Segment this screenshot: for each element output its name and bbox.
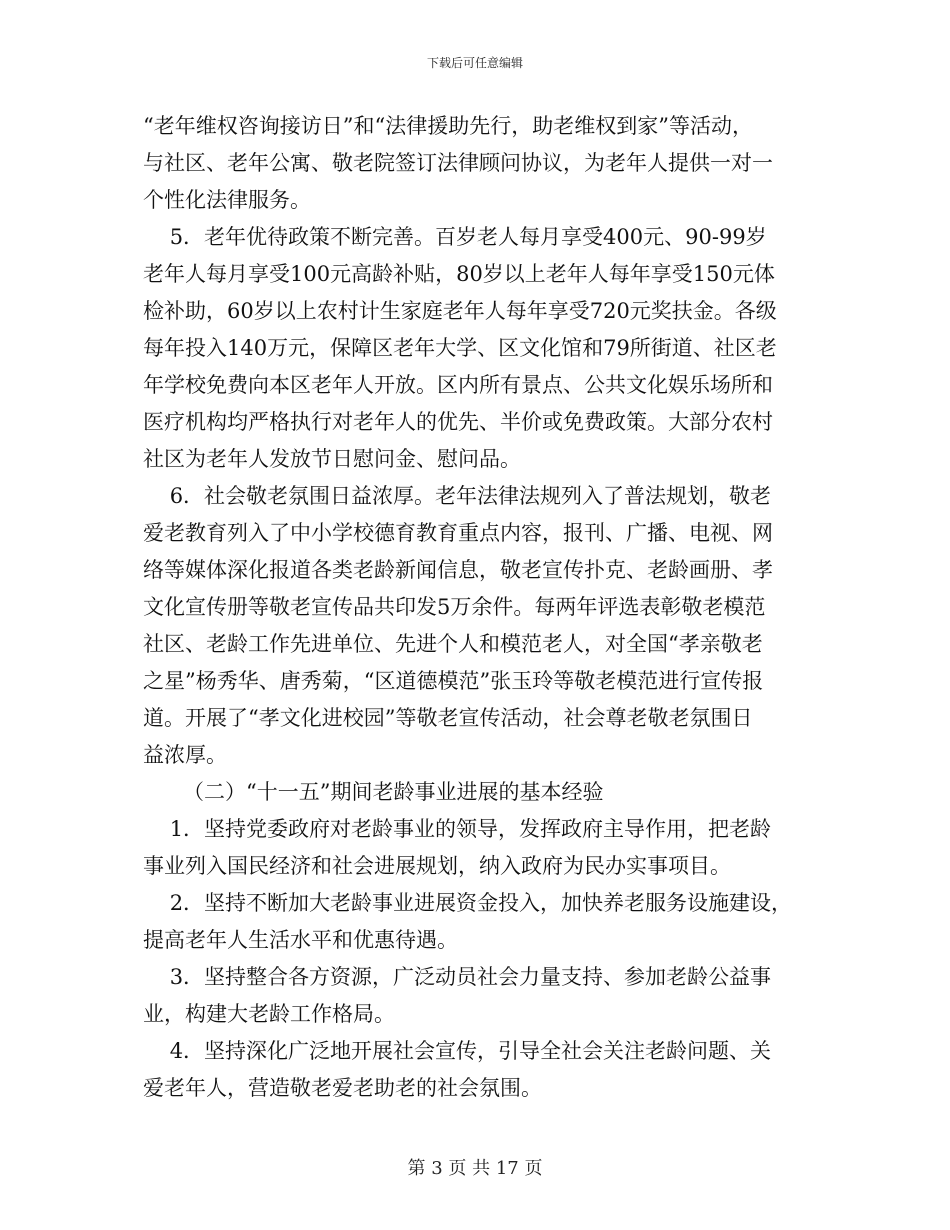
section-heading: （二）“十一五”期间老龄事业进展的基本经验 (143, 780, 604, 804)
text-line: 5．老年优待政策不断完善。百岁老人每月享受400元、90-99岁 (143, 225, 767, 249)
text-line: 老年人每月享受100元高龄补贴，80岁以上老年人每年享受150元体 (143, 262, 775, 286)
text-line: 之星”杨秀华、唐秀菊，“区道德模范”张玉玲等敬老模范进行宣传报 (143, 669, 764, 693)
text-line: 个性化法律服务。 (143, 188, 311, 212)
page-header-note: 下载后可任意编辑 (426, 56, 523, 70)
text-line: 业，构建大老龄工作格局。 (143, 1002, 395, 1026)
text-line: 1．坚持党委政府对老龄事业的领导，发挥政府主导作用，把老龄 (143, 817, 772, 841)
text-line: 检补助，60岁以上农村计生家庭老年人每年享受720元奖扶金。各级 (143, 299, 777, 323)
text-line: 每年投入140万元，保障区老年大学、区文化馆和79所街道、社区老 (143, 336, 777, 360)
text-line: 益浓厚。 (143, 743, 227, 767)
text-line: 爱老教育列入了中小学校德育教育重点内容，报刊、广播、电视、网 (143, 521, 773, 545)
text-line: 年学校免费向本区老年人开放。区内所有景点、公共文化娱乐场所和 (143, 373, 773, 397)
text-line: 道。开展了“孝文化进校园”等敬老宣传活动，社会尊老敬老氛围日 (143, 706, 753, 730)
text-line: 络等媒体深化报道各类老龄新闻信息，敬老宣传扑克、老龄画册、孝 (143, 558, 773, 582)
text-line: 4．坚持深化广泛地开展社会宣传，引导全社会关注老龄问题、关 (143, 1039, 772, 1063)
text-line: 医疗机构均严格执行对老年人的优先、半价或免费政策。大部分农村 (143, 410, 773, 434)
text-line: “老年维权咨询接访日”和“法律援助先行，助老维权到家”等活动， (143, 114, 753, 138)
text-line: 社区为老年人发放节日慰问金、慰问品。 (143, 447, 521, 471)
text-line: 文化宣传册等敬老宣传品共印发5万余件。每两年评选表彰敬老模范 (143, 595, 766, 619)
text-line: 提高老年人生活水平和优惠待遇。 (143, 928, 458, 952)
text-line: 6．社会敬老氛围日益浓厚。老年法律法规列入了普法规划，敬老 (143, 484, 772, 508)
text-line: 与社区、老年公寓、敬老院签订法律顾问协议，为老年人提供一对一 (143, 151, 773, 175)
text-line: 3．坚持整合各方资源，广泛动员社会力量支持、参加老龄公益事 (143, 965, 772, 989)
text-line: 爱老年人，营造敬老爱老助老的社会氛围。 (143, 1076, 542, 1100)
text-line: 2．坚持不断加大老龄事业进展资金投入，加快养老服务设施建设， (143, 891, 793, 915)
text-line: 事业列入国民经济和社会进展规划，纳入政府为民办实事项目。 (143, 854, 731, 878)
document-body (143, 108, 815, 1107)
text-line: 社区、老龄工作先进单位、先进个人和模范老人，对全国“孝亲敬老 (143, 632, 763, 656)
page-number: 第 3 页 共 17 页 (407, 1158, 543, 1179)
